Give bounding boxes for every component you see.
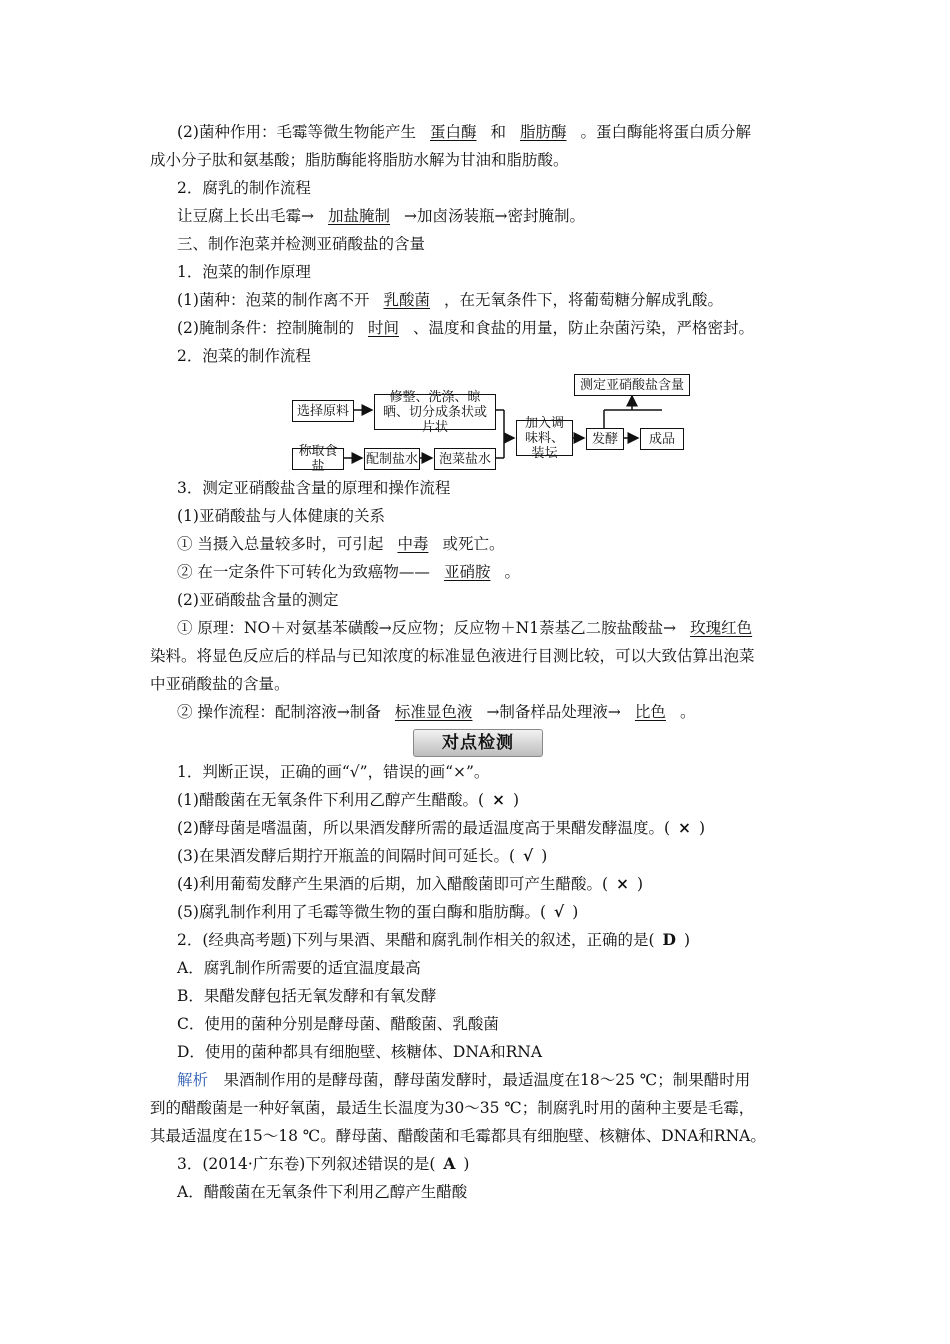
text-line: ② 在一定条件下可转化为致癌物—— 亚硝胺 。 xyxy=(177,563,520,581)
analysis-line: 到的醋酸菌是一种好氧菌，最适生长温度为30～35 ℃；制腐乳时用的菌种主要是毛霉， xyxy=(150,1099,755,1117)
text-line: 成小分子肽和氨基酸；脂肪酶能将脂肪水解为甘油和脂肪酸。 xyxy=(150,151,569,169)
text-line: 染料。将显色反应后的样品与已知浓度的标准显色液进行目测比较，可以大致估算出泡菜 xyxy=(150,647,755,665)
heading: 2．泡菜的制作流程 xyxy=(177,347,311,365)
analysis-label: 解析 xyxy=(177,1071,209,1089)
option-a: A．腐乳制作所需要的适宜温度最高 xyxy=(177,959,421,977)
heading: 2．腐乳的制作流程 xyxy=(177,179,311,197)
box-product: 成品 xyxy=(640,428,684,450)
heading: 三、制作泡菜并检测亚硝酸盐的含量 xyxy=(177,235,426,253)
analysis-line: 其最适温度在15～18 ℃。酵母菌、醋酸菌和毛霉都具有细胞壁、核糖体、DNA和RNA。 xyxy=(150,1127,766,1145)
option-a: A．醋酸菌在无氧条件下利用乙醇产生醋酸 xyxy=(177,1183,468,1201)
option-b: B．果醋发酵包括无氧发酵和有氧发酵 xyxy=(177,987,437,1005)
text-line: (2)菌种作用：毛霉等微生物能产生 蛋白酶 和 脂肪酶 。蛋白酶能将蛋白质分解 xyxy=(177,123,752,141)
judge-item: (3)在果酒发酵后期拧开瓶盖的间隔时间可延长。( √ ) xyxy=(177,846,548,865)
text-line: ① 当摄入总量较多时，可引起 中毒 或死亡。 xyxy=(177,535,505,553)
box-measure: 测定亚硝酸盐含量 xyxy=(574,374,690,396)
judge-item: (1)醋酸菌在无氧条件下利用乙醇产生醋酸。( × ) xyxy=(177,790,520,809)
text-line: ② 操作流程：配制溶液→制备 标准显色液 →制备样品处理液→ 比色 。 xyxy=(177,703,696,721)
text-line: ① 原理：NO＋对氨基苯磺酸→反应物；反应物＋N1萘基乙二胺盐酸盐→ 玫瑰红色 xyxy=(177,619,753,637)
box-trim: 修整、洗涤、晾晒、切分成条状或片状 xyxy=(374,394,496,430)
text-line: (2)腌制条件：控制腌制的 时间 、温度和食盐的用量，防止杂菌污染，严格密封。 xyxy=(177,319,754,337)
section-banner: 对点检测 xyxy=(413,729,543,757)
analysis-line: 解析 果酒制作用的是酵母菌，酵母菌发酵时，最适温度在18～25 ℃；制果醋时用 xyxy=(177,1071,751,1089)
judge-item: (4)利用葡萄发酵产生果酒的后期，加入醋酸菌即可产生醋酸。( × ) xyxy=(177,874,644,893)
judge-item: (5)腐乳制作利用了毛霉等微生物的蛋白酶和脂肪酶。( √ ) xyxy=(177,902,579,921)
text-line: 让豆腐上长出毛霉→ 加盐腌制 →加卤汤装瓶→密封腌制。 xyxy=(177,207,585,225)
text-line: (1)亚硝酸盐与人体健康的关系 xyxy=(177,507,385,525)
heading: 1．泡菜的制作原理 xyxy=(177,263,311,281)
text-line: (2)亚硝酸盐含量的测定 xyxy=(177,591,339,609)
box-season: 加入调味料、装坛 xyxy=(516,420,573,456)
question-stem: 1．判断正误，正确的画“√”，错误的画“×”。 xyxy=(177,763,490,781)
box-pickle-brine: 泡菜盐水 xyxy=(434,448,496,470)
box-weigh: 称取食盐 xyxy=(292,448,344,470)
text-line: (1)菌种：泡菜的制作离不开 乳酸菌 ，在无氧条件下，将葡萄糖分解成乳酸。 xyxy=(177,291,723,309)
text-line: 中亚硝酸盐的含量。 xyxy=(150,675,290,693)
option-d: D．使用的菌种都具有细胞壁、核糖体、DNA和RNA xyxy=(177,1043,543,1061)
heading: 3．测定亚硝酸盐含量的原理和操作流程 xyxy=(177,479,451,497)
judge-item: (2)酵母菌是嗜温菌，所以果酒发酵所需的最适温度高于果醋发酵温度。( × ) xyxy=(177,818,706,837)
pickle-flow-diagram xyxy=(290,372,700,472)
question-stem: 3．(2014·广东卷)下列叙述错误的是( A ) xyxy=(177,1154,470,1173)
question-stem: 2．(经典高考题)下列与果酒、果醋和腐乳制作相关的叙述，正确的是( D ) xyxy=(177,930,691,949)
box-ferment: 发酵 xyxy=(586,428,624,450)
box-choose: 选择原料 xyxy=(292,400,354,422)
box-brine: 配制盐水 xyxy=(364,448,420,470)
option-c: C．使用的菌种分别是酵母菌、醋酸菌、乳酸菌 xyxy=(177,1015,499,1033)
